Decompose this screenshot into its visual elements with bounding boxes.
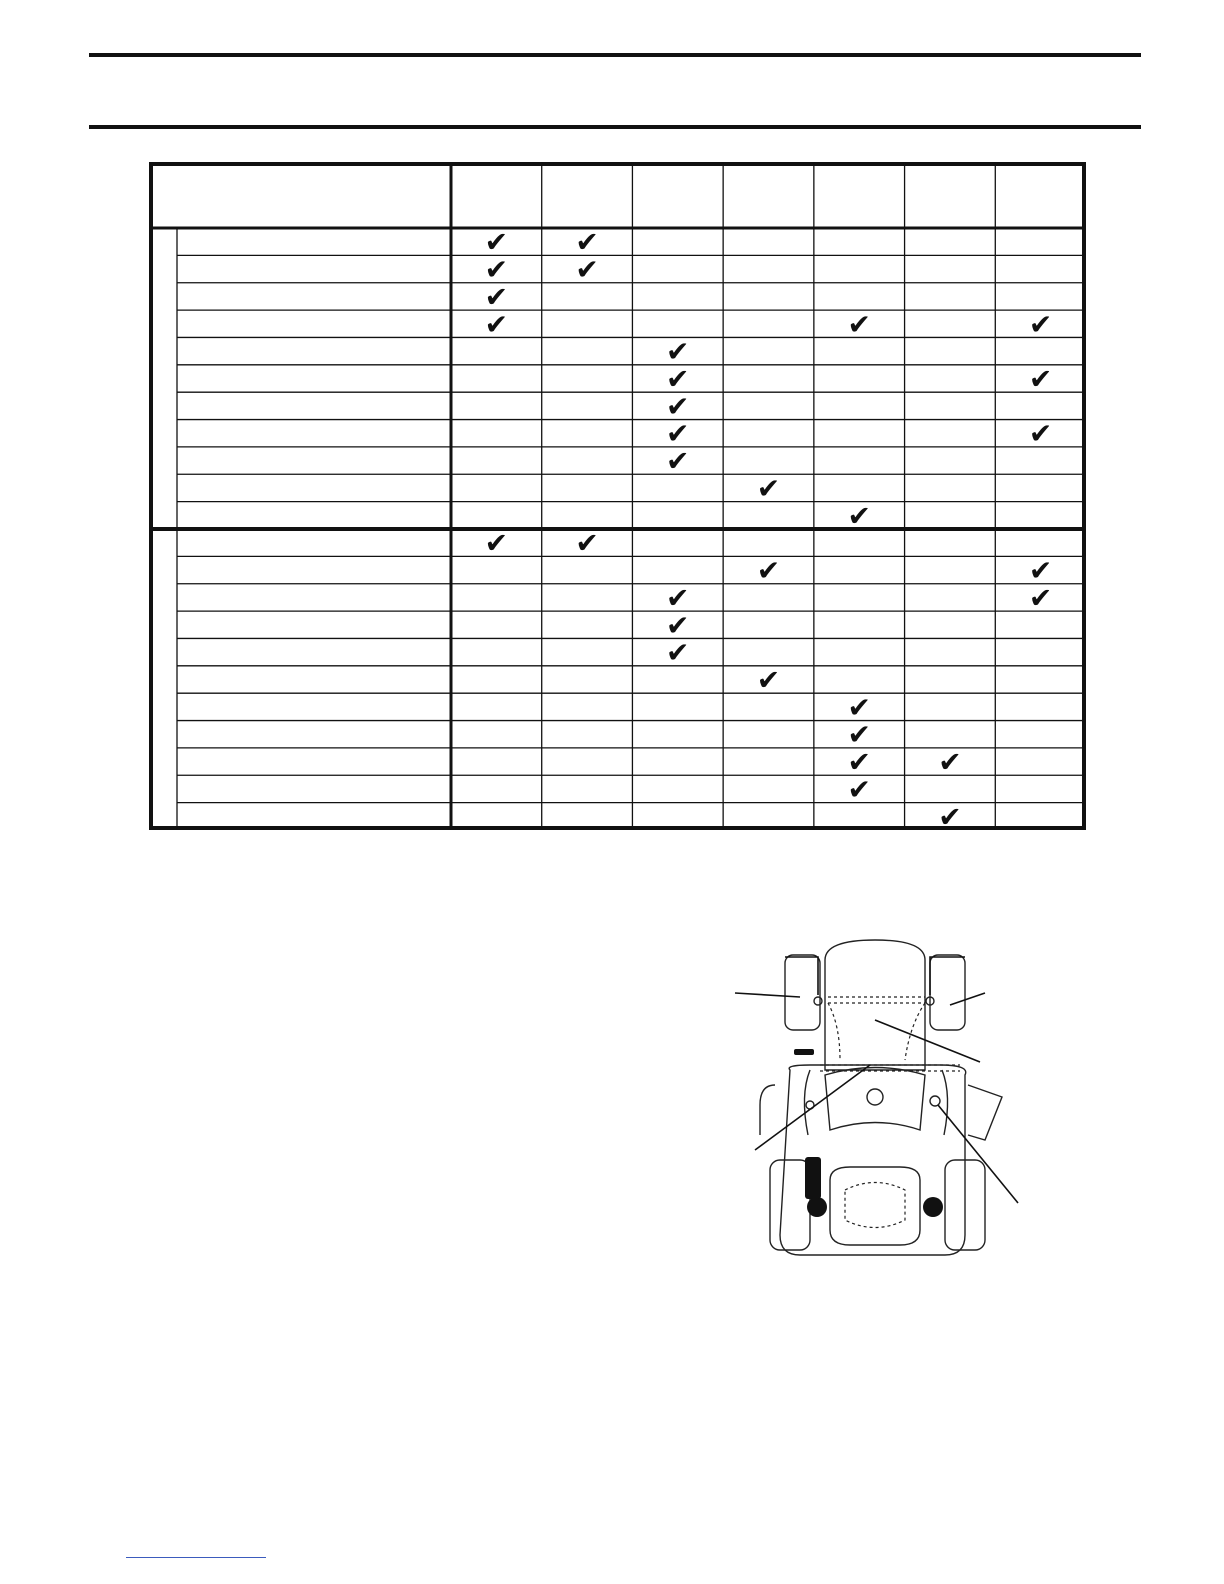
discharge-chute [968,1085,1002,1140]
check-mark: ✔ [847,307,871,341]
header-rule-bottom [89,125,1141,129]
check-mark: ✔ [575,225,599,259]
check-mark: ✔ [1028,554,1053,588]
check-mark: ✔ [847,772,871,806]
check-mark: ✔ [575,526,599,560]
check-mark: ✔ [484,307,509,341]
maintenance-schedule-table [149,162,1086,830]
front-right-tire [930,955,965,1030]
check-mark: ✔ [666,636,690,670]
check-mark: ✔ [847,718,871,752]
check-mark: ✔ [484,280,509,314]
check-mark: ✔ [666,417,690,451]
check-mark: ✔ [666,362,690,396]
check-mark: ✔ [847,499,871,533]
lawn-tractor-icon [730,935,1030,1265]
header-rule-top [89,53,1141,57]
check-mark: ✔ [1028,307,1053,341]
tractor-diagram [730,935,1030,1265]
check-mark: ✔ [666,608,690,642]
check-mark: ✔ [756,554,781,588]
check-mark: ✔ [1028,417,1053,451]
check-mark: ✔ [666,581,690,615]
check-mark: ✔ [666,444,690,478]
check-mark: ✔ [756,663,781,697]
check-mark: ✔ [666,389,690,423]
rear-left-tire [770,1160,810,1250]
check-mark: ✔ [847,690,871,724]
check-mark: ✔ [484,225,509,259]
check-mark: ✔ [938,745,962,779]
check-mark: ✔ [575,253,599,287]
check-mark: ✔ [484,526,509,560]
check-mark: ✔ [756,471,781,505]
check-mark: ✔ [666,335,690,369]
front-left-tire [785,955,820,1030]
table-frame [151,164,1084,828]
check-mark: ✔ [484,253,509,287]
check-mark: ✔ [938,800,962,830]
check-mark: ✔ [1028,581,1053,615]
check-mark: ✔ [1028,362,1053,396]
footer-link-underline [126,1557,266,1558]
check-mark: ✔ [847,745,871,779]
schedule-grid [149,162,1086,830]
seat [830,1167,920,1245]
